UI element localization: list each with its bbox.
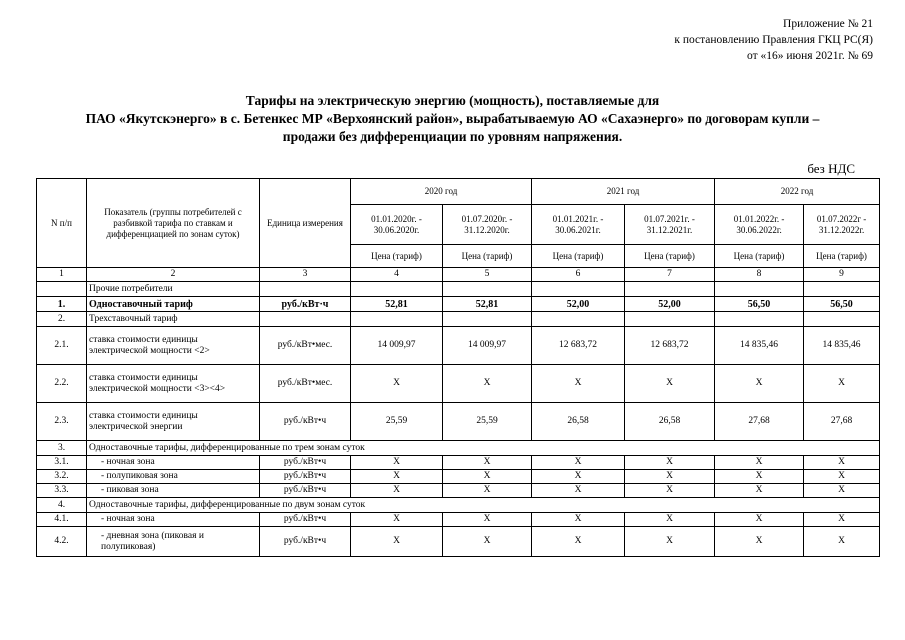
row-value: X bbox=[443, 456, 532, 470]
row-value: X bbox=[351, 470, 443, 484]
row-name: ставка стоимости единицы электрической мощности <3><4> bbox=[87, 365, 260, 403]
table-row-3-2 bbox=[37, 470, 880, 484]
table-row-2 bbox=[37, 312, 880, 327]
header-price: Цена (тариф) bbox=[532, 245, 625, 268]
row-unit: руб./кВт•мес. bbox=[260, 327, 351, 365]
row-name: ставка стоимости единицы электрической мощности <2> bbox=[87, 327, 260, 365]
row-value: X bbox=[443, 484, 532, 498]
row-value: X bbox=[532, 456, 625, 470]
table-row-3-1 bbox=[37, 456, 880, 470]
row-value: X bbox=[804, 365, 880, 403]
row-num: 2. bbox=[37, 312, 87, 327]
row-value: X bbox=[715, 513, 804, 527]
row-value: X bbox=[351, 456, 443, 470]
row-num: 1. bbox=[37, 297, 87, 312]
row-value: X bbox=[532, 484, 625, 498]
row-value: 14 009,97 bbox=[443, 327, 532, 365]
row-value: 27,68 bbox=[804, 403, 880, 441]
header-row-years bbox=[37, 179, 880, 205]
header-unit: Единица измерения bbox=[260, 179, 351, 268]
row-num: 3.1. bbox=[37, 456, 87, 470]
header-price: Цена (тариф) bbox=[351, 245, 443, 268]
vat-note: без НДС bbox=[807, 161, 855, 176]
header-indicator: Показатель (группы потребителей с разбивкой тарифа по ставкам и дифференциацией по зонам суток) bbox=[87, 179, 260, 268]
row-unit: руб./кВт•ч bbox=[260, 403, 351, 441]
row-unit: руб./кВт•ч bbox=[260, 513, 351, 527]
row-value: 56,50 bbox=[715, 297, 804, 312]
header-year-2021: 2021 год bbox=[532, 179, 715, 205]
row-num: 2.3. bbox=[37, 403, 87, 441]
tariff-table bbox=[36, 178, 880, 557]
row-value: X bbox=[804, 527, 880, 557]
header-year-2020: 2020 год bbox=[351, 179, 532, 205]
row-value: X bbox=[804, 470, 880, 484]
col-number: 9 bbox=[804, 268, 880, 282]
row-name: - полупиковая зона bbox=[87, 470, 260, 484]
row-value: X bbox=[532, 527, 625, 557]
header-year-2022: 2022 год bbox=[715, 179, 880, 205]
row-value: X bbox=[715, 470, 804, 484]
row-value: 27,68 bbox=[715, 403, 804, 441]
row-value: X bbox=[351, 527, 443, 557]
row-num: 4.2. bbox=[37, 527, 87, 557]
row-unit: руб./кВт·ч bbox=[260, 297, 351, 312]
row-value: 52,00 bbox=[625, 297, 715, 312]
annex-line-2: к постановлению Правления ГКЦ РС(Я) bbox=[674, 34, 873, 46]
document-title bbox=[0, 92, 905, 146]
col-number: 5 bbox=[443, 268, 532, 282]
header-price: Цена (тариф) bbox=[625, 245, 715, 268]
header-period: 01.07.2022г - 31.12.2022г. bbox=[804, 205, 880, 245]
section-label: Прочие потребители bbox=[87, 282, 260, 297]
table-row-4 bbox=[37, 498, 880, 513]
row-unit: руб./кВт•ч bbox=[260, 456, 351, 470]
col-number: 4 bbox=[351, 268, 443, 282]
row-value: X bbox=[715, 365, 804, 403]
row-value: X bbox=[804, 513, 880, 527]
title-line-1: Тарифы на электрическую энергию (мощность), поставляемые для bbox=[245, 93, 660, 108]
row-value: X bbox=[625, 527, 715, 557]
table-row-4-1 bbox=[37, 513, 880, 527]
header-period: 01.07.2020г. - 31.12.2020г. bbox=[443, 205, 532, 245]
row-value: X bbox=[443, 513, 532, 527]
row-name: Трехставочный тариф bbox=[87, 312, 260, 327]
row-value: 56,50 bbox=[804, 297, 880, 312]
row-num: 4.1. bbox=[37, 513, 87, 527]
col-number: 1 bbox=[37, 268, 87, 282]
row-value: X bbox=[532, 470, 625, 484]
row-unit: руб./кВт•ч bbox=[260, 484, 351, 498]
col-number: 6 bbox=[532, 268, 625, 282]
annex-note bbox=[674, 16, 873, 64]
row-num: 3.2. bbox=[37, 470, 87, 484]
row-value: X bbox=[443, 527, 532, 557]
col-number: 2 bbox=[87, 268, 260, 282]
header-price: Цена (тариф) bbox=[804, 245, 880, 268]
header-period: 01.01.2021г. - 30.06.2021г. bbox=[532, 205, 625, 245]
column-number-row bbox=[37, 268, 880, 282]
table-row-3-3 bbox=[37, 484, 880, 498]
row-unit: руб./кВт•мес. bbox=[260, 365, 351, 403]
row-value: X bbox=[443, 365, 532, 403]
table-row-3 bbox=[37, 441, 880, 456]
row-num: 3. bbox=[37, 441, 87, 456]
row-value: 26,58 bbox=[532, 403, 625, 441]
row-value: X bbox=[443, 470, 532, 484]
row-value: X bbox=[625, 513, 715, 527]
col-number: 7 bbox=[625, 268, 715, 282]
header-period: 01.07.2021г. - 31.12.2021г. bbox=[625, 205, 715, 245]
row-num: 3.3. bbox=[37, 484, 87, 498]
annex-line-3: от «16» июня 2021г. № 69 bbox=[747, 50, 873, 62]
row-name: - ночная зона bbox=[87, 456, 260, 470]
header-price: Цена (тариф) bbox=[715, 245, 804, 268]
row-value: X bbox=[625, 484, 715, 498]
row-value: X bbox=[351, 484, 443, 498]
header-period: 01.01.2022г. - 30.06.2022г. bbox=[715, 205, 804, 245]
row-name: Одноставочный тариф bbox=[87, 297, 260, 312]
row-value: X bbox=[804, 456, 880, 470]
row-name: - дневная зона (пиковая и полупиковая) bbox=[87, 527, 260, 557]
table-row-2-1 bbox=[37, 327, 880, 365]
row-value: 52,81 bbox=[351, 297, 443, 312]
row-value: X bbox=[715, 484, 804, 498]
header-price: Цена (тариф) bbox=[443, 245, 532, 268]
row-value: 52,81 bbox=[443, 297, 532, 312]
col-number: 8 bbox=[715, 268, 804, 282]
row-value: 14 835,46 bbox=[715, 327, 804, 365]
row-num: 4. bbox=[37, 498, 87, 513]
row-name: Одноставочные тарифы, дифференцированные по трем зонам суток bbox=[87, 441, 880, 456]
row-value: X bbox=[715, 527, 804, 557]
row-name: - ночная зона bbox=[87, 513, 260, 527]
row-value: X bbox=[625, 456, 715, 470]
row-value: 14 835,46 bbox=[804, 327, 880, 365]
row-name: ставка стоимости единицы электрической энергии bbox=[87, 403, 260, 441]
row-value: X bbox=[351, 365, 443, 403]
row-unit: руб./кВт•ч bbox=[260, 527, 351, 557]
table-row-1 bbox=[37, 297, 880, 312]
row-value: 14 009,97 bbox=[351, 327, 443, 365]
row-value: X bbox=[804, 484, 880, 498]
row-value: X bbox=[625, 365, 715, 403]
row-value: 12 683,72 bbox=[532, 327, 625, 365]
title-line-3: продажи без дифференциации по уровням напряжения. bbox=[282, 129, 623, 144]
table-row-4-2 bbox=[37, 527, 880, 557]
row-value: X bbox=[351, 513, 443, 527]
row-num: 2.1. bbox=[37, 327, 87, 365]
table-row-2-2 bbox=[37, 365, 880, 403]
row-value: 52,00 bbox=[532, 297, 625, 312]
row-unit: руб./кВт•ч bbox=[260, 470, 351, 484]
row-name: - пиковая зона bbox=[87, 484, 260, 498]
row-value: X bbox=[532, 513, 625, 527]
header-num: N п/п bbox=[37, 179, 87, 268]
row-value: X bbox=[625, 470, 715, 484]
row-value: 25,59 bbox=[443, 403, 532, 441]
col-number: 3 bbox=[260, 268, 351, 282]
row-value: 12 683,72 bbox=[625, 327, 715, 365]
row-value: 25,59 bbox=[351, 403, 443, 441]
header-period: 01.01.2020г. - 30.06.2020г. bbox=[351, 205, 443, 245]
row-value: X bbox=[532, 365, 625, 403]
row-value: X bbox=[715, 456, 804, 470]
title-line-2: ПАО «Якутскэнерго» в с. Бетенкес МР «Верхоянский район», вырабатываемую АО «Сахаэнерго» по договорам купли – bbox=[85, 111, 820, 126]
section-row-other-consumers bbox=[37, 282, 880, 297]
row-num: 2.2. bbox=[37, 365, 87, 403]
row-name: Одноставочные тарифы, дифференцированные по двум зонам суток bbox=[87, 498, 880, 513]
annex-line-1: Приложение № 21 bbox=[783, 18, 873, 30]
row-value: 26,58 bbox=[625, 403, 715, 441]
table-row-2-3 bbox=[37, 403, 880, 441]
